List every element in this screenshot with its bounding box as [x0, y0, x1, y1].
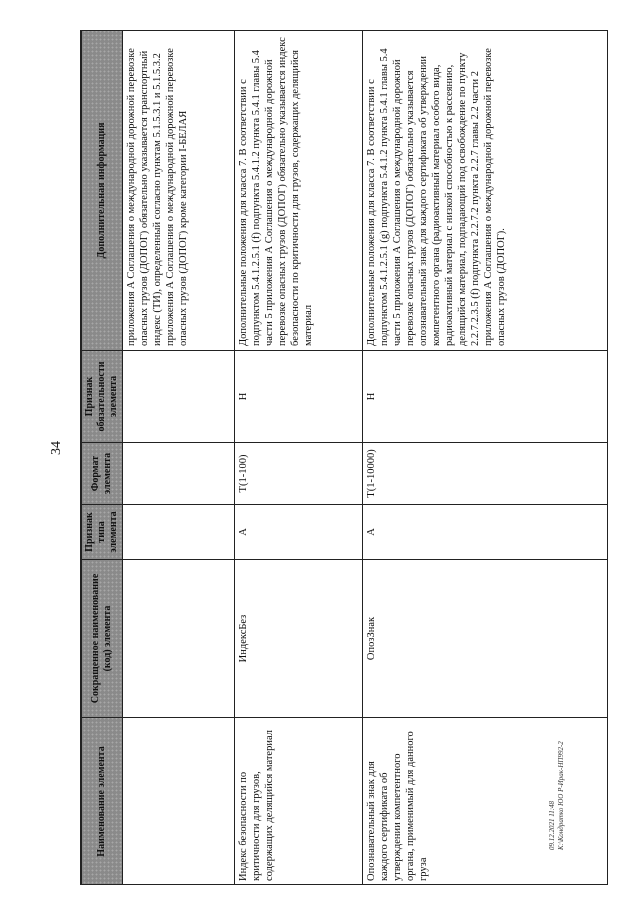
cell-name: Опознавательный знак для каждого сертификата об утверждении компетентного органа, применимый для данного груза: [363, 718, 609, 886]
table-row: [235, 31, 363, 886]
cell-type: А: [235, 505, 363, 560]
cell-info: приложения А Соглашения о международной дорожной перевозке опасных грузов (ДОПОГ) обязательно указывается транспортный индекс (ТИ), определенный согласно пунктам 5.1.5.3.1 и 5.1.5.3.2 приложения А Соглашения о международной дорожной перевозке опасных грузов (ДОПОГ) кроме категории I-БЕЛАЯ: [123, 31, 235, 351]
cell-code: ИндексБез: [235, 560, 363, 718]
header-element-required: Признак обязательности элемента: [82, 351, 123, 443]
cell-name: Индекс безопасности по критичности для грузов, содержащих делящийся материал: [235, 718, 363, 886]
cell-code: ОпозЗнак: [363, 560, 609, 718]
requirements-table-rotated: [81, 31, 608, 885]
cell-name: [123, 718, 235, 886]
footer-timestamp: 09.12.2021 11:48: [548, 800, 556, 850]
cell-format: [123, 443, 235, 505]
table-row: [123, 31, 235, 886]
cell-info: Дополнительные положения для класса 7. В соответствии с подпунктом 5.4.1.2.5.1 (g) подпункта 5.4.1.2 пункта 5.4.1 главы 5.4 части 5 приложения А Соглашения о международной дорожной перевозке опасных грузов (ДОПОГ) обязательно указывается опознавательный знак для каждого сертификата об утверждении компетентного органа (радиоактивный материал особого вида, радиоактивный материал с низкой способностью к рассеянию, делящийся материал, подпадающий под освобождение по пункту 2.2.7.2.3.5 (f) подпункта 2.2.7.2 пункта 2.2.7 главы 2.2 части 2 приложения А Соглашения о международной дорожной перевозке опасных грузов (ДОПОГ).: [363, 31, 609, 351]
table-row: [363, 31, 609, 886]
cell-required: Н: [363, 351, 609, 443]
cell-code: [123, 560, 235, 718]
cell-required: Н: [235, 351, 363, 443]
cell-type: [123, 505, 235, 560]
header-additional-info: Дополнительная информация: [82, 31, 123, 351]
requirements-table-frame: [80, 30, 608, 885]
footer-file-path: К:\Кондратко ЮО Р-Ирак-НП992-2: [557, 741, 565, 850]
cell-format: Т(1-10000): [363, 443, 609, 505]
header-element-code: Сокращенное наименование (код) элемента: [82, 560, 123, 718]
cell-type: А: [363, 505, 609, 560]
requirements-table: [81, 30, 608, 885]
table-header-row: [82, 31, 123, 886]
header-element-type: Признак типа элемента: [82, 505, 123, 560]
header-element-format: Формат элемента: [82, 443, 123, 505]
cell-info: Дополнительные положения для класса 7. В соответствии с подпунктом 5.4.1.2.5.1 (f) подпункта 5.4.1.2 пункта 5.4.1 главы 5.4 части 5 приложения А Соглашения о международной дорожной перевозке опасных грузов (ДОПОГ) обязательно указывается индекс безопасности по критичности для грузов, содержащих делящийся материал: [235, 31, 363, 351]
cell-required: [123, 351, 235, 443]
header-element-name: Наименование элемента: [82, 718, 123, 886]
footer-note: [548, 660, 566, 850]
cell-format: Т(1-100): [235, 443, 363, 505]
page-number: 34: [49, 441, 64, 455]
